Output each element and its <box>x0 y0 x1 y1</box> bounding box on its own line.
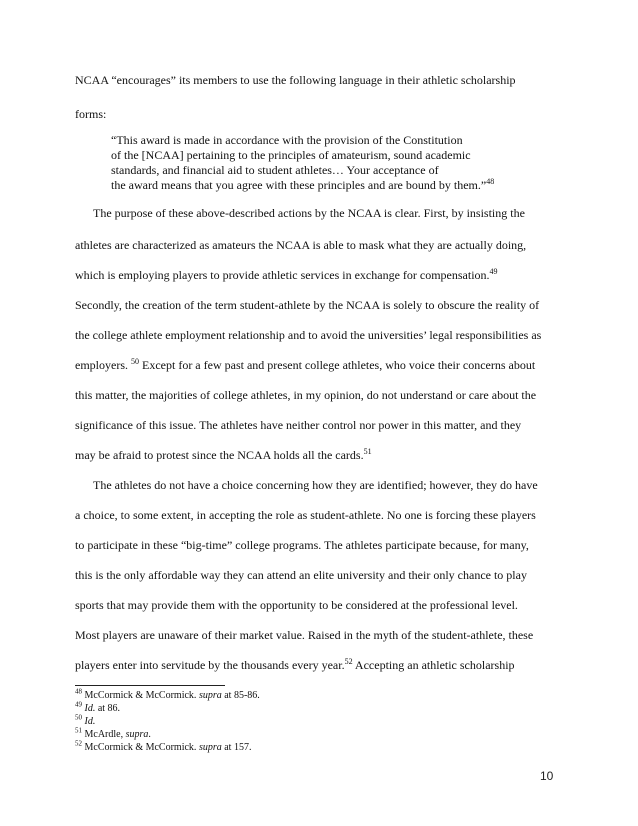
footnote-text: at 85-86. <box>221 690 260 701</box>
page-number: 10 <box>540 769 554 783</box>
footnote-ref: 49 <box>489 267 498 276</box>
paragraph-text: Except for a few past and present college athletes, who voice their concerns about <box>139 358 536 372</box>
footnote-text: McCormick & McCormick. <box>82 742 199 753</box>
paragraph-line <box>75 358 535 372</box>
paragraph-line: significance of this issue. The athletes have neither control nor power in this matter, and they <box>75 418 522 432</box>
paragraph-line <box>75 658 515 672</box>
footnote-number: 48 <box>75 687 82 696</box>
footnote-separator <box>75 685 225 686</box>
footnote-number: 52 <box>75 739 82 748</box>
paragraph-line: sports that may provide them with the opportunity to be considered at the professional level. <box>75 598 518 612</box>
paragraph-line: this matter, the majorities of college athletes, in my opinion, do not understand or care about the <box>75 388 537 402</box>
footnote <box>75 726 151 741</box>
quote-text: the award means that you agree with these principles and are bound by them.” <box>111 178 487 192</box>
footnote-number: 50 <box>75 713 82 722</box>
footnote-text: . <box>148 729 151 740</box>
footnote-ref: 52 <box>344 657 353 666</box>
footnote-citation: Id. <box>84 716 96 727</box>
footnote-citation: supra <box>198 742 222 753</box>
footnote-citation: supra <box>198 690 222 701</box>
block-quote-line <box>111 178 494 193</box>
footnote-text: at 157. <box>221 742 252 753</box>
footnote-number: 51 <box>75 726 82 735</box>
footnote-ref: 50 <box>131 357 139 366</box>
footnote-citation: supra <box>125 729 149 740</box>
footnote <box>75 687 260 702</box>
paragraph-line: Secondly, the creation of the term student-athlete by the NCAA is solely to obscure the reality of <box>75 298 540 312</box>
paragraph-text: which is employing players to provide athletic services in exchange for compensation. <box>75 268 490 282</box>
footnote <box>75 739 252 754</box>
footnote-text: McCormick & McCormick. <box>82 690 199 701</box>
paragraph-text: may be afraid to protest since the NCAA holds all the cards. <box>75 448 364 462</box>
paragraph-line: The purpose of these above-described actions by the NCAA is clear. First, by insisting the <box>93 206 525 220</box>
body-line: NCAA “encourages” its members to use the following language in their athletic scholarship <box>75 73 516 87</box>
footnote-number: 49 <box>75 700 82 709</box>
footnote-ref: 51 <box>363 447 372 456</box>
paragraph-line: Most players are unaware of their market value. Raised in the myth of the student-athlete, these <box>75 628 534 642</box>
paragraph-line: to participate in these “big-time” college programs. The athletes participate because, for many, <box>75 538 529 552</box>
block-quote-line: standards, and financial aid to student athletes… Your acceptance of <box>111 163 439 177</box>
footnote-ref: 48 <box>486 177 495 186</box>
paragraph-line <box>75 448 372 462</box>
paragraph-text: players enter into servitude by the thousands every year. <box>75 658 345 672</box>
paragraph-line <box>75 268 498 282</box>
footnote-text: McArdle, <box>82 729 126 740</box>
block-quote-line: “This award is made in accordance with the provision of the Constitution <box>111 133 463 147</box>
paragraph-line: a choice, to some extent, in accepting the role as student-athlete. No one is forcing these players <box>75 508 536 522</box>
footnote-citation: Id. <box>84 703 96 714</box>
paragraph-text: employers. <box>75 358 128 372</box>
paragraph-line: the college athlete employment relationship and to avoid the universities’ legal responsibilities as <box>75 328 542 342</box>
body-line: forms: <box>75 107 107 121</box>
footnote-text: at 86. <box>95 703 121 714</box>
paragraph-line: this is the only affordable way they can attend an elite university and their only chance to play <box>75 568 527 582</box>
paragraph-text: Accepting an athletic scholarship <box>352 658 515 672</box>
paragraph-line: The athletes do not have a choice concerning how they are identified; however, they do have <box>93 478 538 492</box>
block-quote-line: of the [NCAA] pertaining to the principles of amateurism, sound academic <box>111 148 471 162</box>
paragraph-line: athletes are characterized as amateurs the NCAA is able to mask what they are actually doing, <box>75 238 527 252</box>
